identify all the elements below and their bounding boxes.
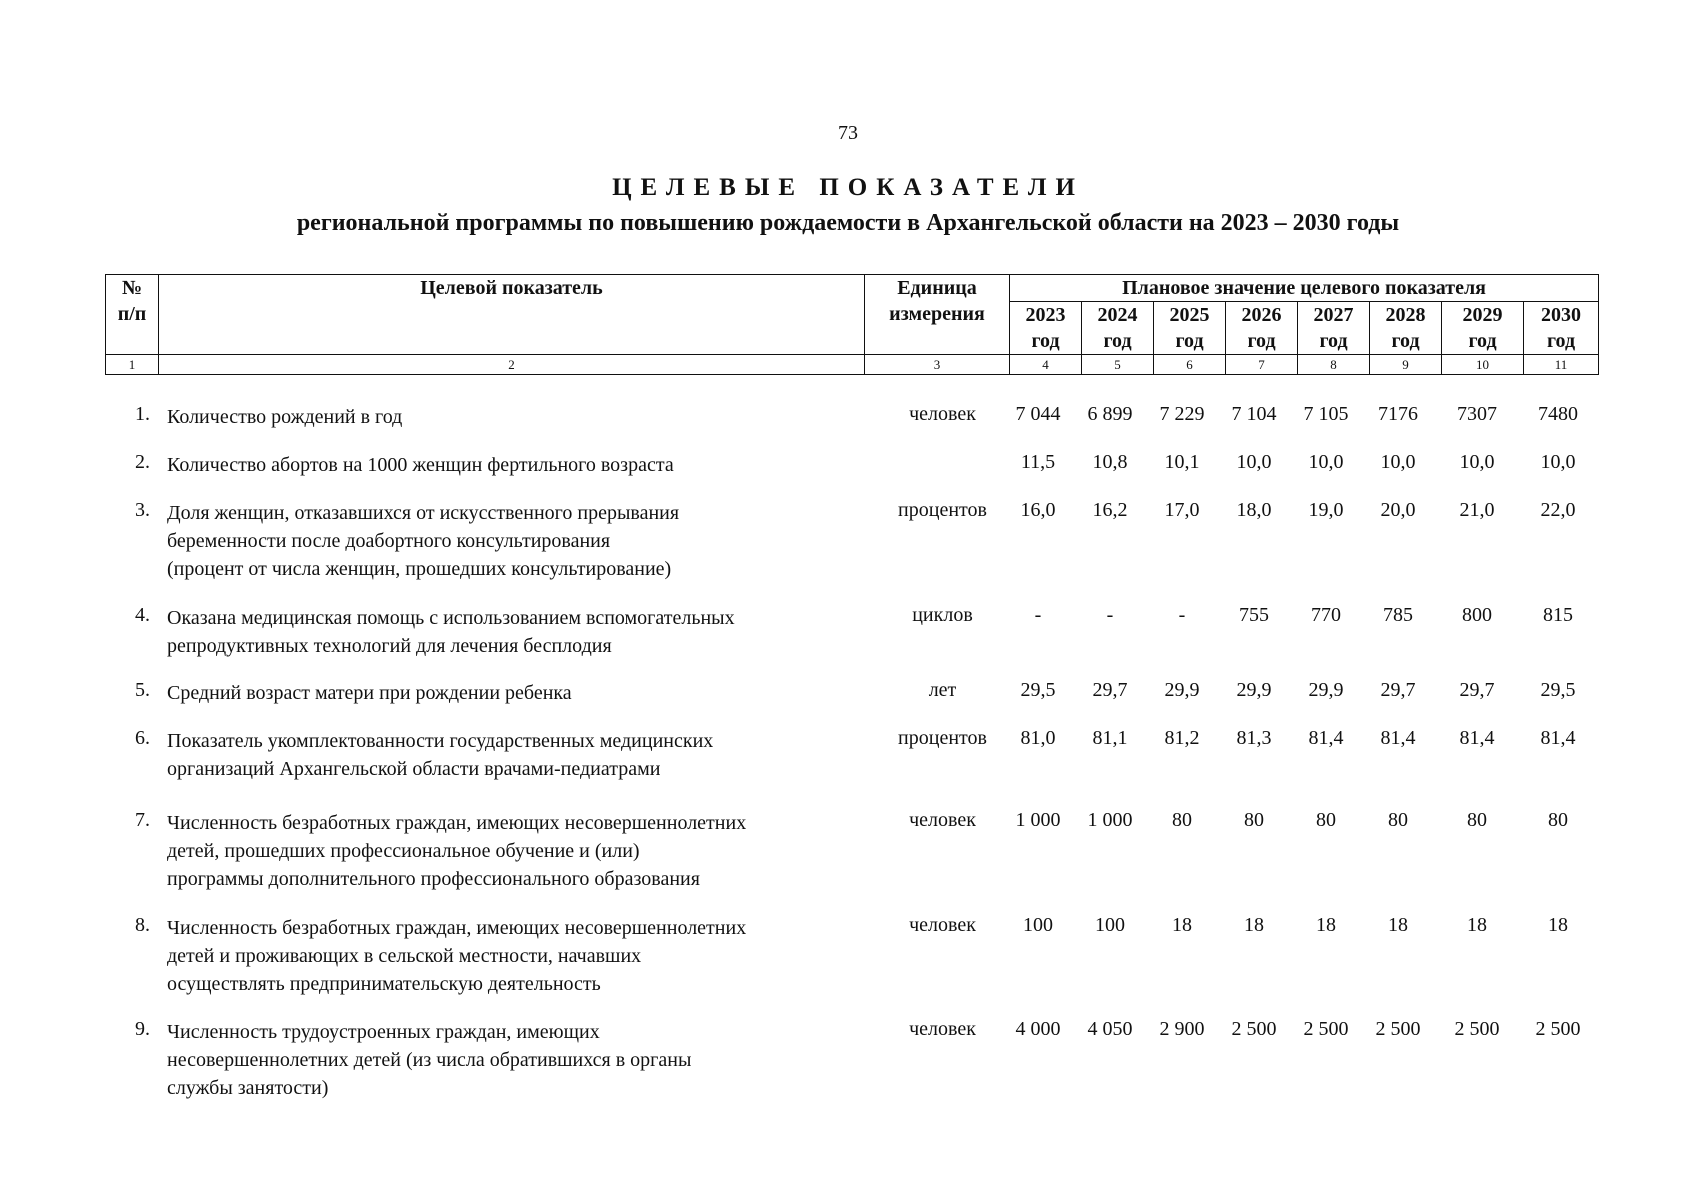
header-year-value: 2029 (1462, 304, 1503, 326)
column-number: 5 (1082, 355, 1154, 375)
target-value: 29,7 (1380, 679, 1416, 701)
header-year-value: 2027 (1313, 304, 1354, 326)
indicator-name (167, 809, 857, 893)
header-year-word: год (1546, 330, 1576, 352)
header-year (1226, 302, 1298, 355)
target-value: 755 (1239, 604, 1269, 626)
header-year-value: 2030 (1541, 304, 1582, 326)
target-value: 80 (1388, 809, 1408, 831)
target-value: 29,7 (1092, 679, 1128, 701)
column-number: 6 (1154, 355, 1226, 375)
row-number: 5. (135, 679, 150, 701)
target-value: 80 (1548, 809, 1568, 831)
target-value: 16,2 (1092, 499, 1128, 521)
target-value: 10,0 (1380, 451, 1416, 473)
target-value: 6 899 (1087, 403, 1133, 425)
header-unit (865, 275, 1010, 355)
indicator-name-line: Средний возраст матери при рождении ребенка (167, 682, 572, 704)
indicator-name-line: службы занятости) (167, 1077, 329, 1099)
header-no (106, 275, 159, 355)
target-value: 80 (1316, 809, 1336, 831)
target-value: 29,9 (1164, 679, 1200, 701)
indicator-name-line: несовершеннолетних детей (из числа обратившихся в органы (167, 1049, 692, 1071)
indicator-name-line: Доля женщин, отказавшихся от искусственного прерывания (167, 502, 680, 524)
target-value: 18 (1244, 914, 1264, 936)
target-value: 10,8 (1092, 451, 1128, 473)
target-value: 80 (1467, 809, 1487, 831)
column-number: 4 (1010, 355, 1082, 375)
target-value: 81,1 (1092, 727, 1128, 749)
table-header (105, 274, 1599, 375)
header-year-value: 2023 (1025, 304, 1066, 326)
target-value: 29,7 (1459, 679, 1495, 701)
target-value: 770 (1311, 604, 1341, 626)
target-value: 17,0 (1164, 499, 1200, 521)
indicator-name (167, 604, 857, 660)
target-value: 81,0 (1020, 727, 1056, 749)
target-value: 7307 (1457, 403, 1497, 425)
header-year (1082, 302, 1154, 355)
header-year-word: год (1031, 330, 1060, 352)
target-value: 81,4 (1380, 727, 1416, 749)
indicator-name-line: Численность трудоустроенных граждан, имеющих (167, 1021, 600, 1043)
unit-of-measure: человек (909, 403, 976, 425)
header-year-word: год (1468, 330, 1497, 352)
page-number: 73 (838, 122, 858, 144)
indicator-name-line: Численность безработных граждан, имеющих несовершеннолетних (167, 812, 747, 834)
target-value: 20,0 (1380, 499, 1416, 521)
header-year (1154, 302, 1226, 355)
target-value: 81,3 (1236, 727, 1272, 749)
indicator-name-line: беременности после доабортного консультирования (167, 530, 611, 552)
target-value: 16,0 (1020, 499, 1056, 521)
indicator-name-line: Численность безработных граждан, имеющих несовершеннолетних (167, 917, 747, 939)
indicator-name-line: программы дополнительного профессионального образования (167, 868, 700, 890)
target-value: 7 104 (1231, 403, 1277, 425)
header-year (1370, 302, 1442, 355)
indicator-name (167, 727, 857, 783)
column-number: 10 (1442, 355, 1524, 375)
target-value: 81,2 (1164, 727, 1200, 749)
target-value: 2 500 (1454, 1018, 1500, 1040)
indicator-name-line: репродуктивных технологий для лечения бесплодия (167, 635, 612, 657)
indicator-name (167, 679, 857, 707)
target-value: 2 900 (1159, 1018, 1205, 1040)
indicator-name (167, 403, 857, 431)
header-no-line2: п/п (117, 303, 147, 325)
row-number: 7. (135, 809, 150, 831)
target-value: 7176 (1378, 403, 1418, 425)
target-value: 7 105 (1303, 403, 1349, 425)
unit-of-measure: лет (928, 679, 957, 701)
header-unit-line2: измерения (889, 303, 985, 325)
row-number: 2. (135, 451, 150, 473)
unit-of-measure: процентов (898, 727, 987, 749)
target-value: 1 000 (1015, 809, 1061, 831)
unit-of-measure: человек (909, 1018, 976, 1040)
header-year-word: год (1391, 330, 1420, 352)
indicator-name-line: детей и проживающих в сельской местности, начавших (167, 945, 642, 967)
target-value: 4 000 (1015, 1018, 1061, 1040)
target-value: 18 (1548, 914, 1568, 936)
target-value: 1 000 (1087, 809, 1133, 831)
indicator-name-line: Показатель укомплектованности государственных медицинских (167, 730, 714, 752)
header-year-value: 2028 (1385, 304, 1426, 326)
indicator-name (167, 1018, 857, 1102)
target-value: 18 (1172, 914, 1192, 936)
header-year (1524, 302, 1599, 355)
target-value: 21,0 (1459, 499, 1495, 521)
indicator-name (167, 451, 857, 479)
header-year-word: год (1175, 330, 1204, 352)
target-value: 10,1 (1164, 451, 1200, 473)
target-value: 80 (1172, 809, 1192, 831)
target-value: 2 500 (1535, 1018, 1581, 1040)
header-year (1298, 302, 1370, 355)
indicator-name-line: (процент от числа женщин, прошедших консультирование) (167, 558, 672, 580)
header-year-value: 2025 (1169, 304, 1210, 326)
document-title: ЦЕЛЕВЫЕ ПОКАЗАТЕЛИ (612, 174, 1084, 201)
indicator-name-line: Количество рождений в год (167, 406, 403, 428)
target-value: 7 044 (1015, 403, 1061, 425)
row-number: 1. (135, 403, 150, 425)
header-unit-line1: Единица (897, 277, 977, 299)
row-number: 8. (135, 914, 150, 936)
target-value: 800 (1462, 604, 1492, 626)
target-value: 11,5 (1020, 451, 1056, 473)
target-value: 7 229 (1159, 403, 1205, 425)
target-value: 2 500 (1303, 1018, 1349, 1040)
target-value: 10,0 (1459, 451, 1495, 473)
header-year-value: 2024 (1097, 304, 1138, 326)
indicator-name (167, 499, 857, 583)
target-value: 4 050 (1087, 1018, 1133, 1040)
target-value: 18,0 (1236, 499, 1272, 521)
target-value: 22,0 (1540, 499, 1576, 521)
target-value: 18 (1316, 914, 1336, 936)
target-value: 80 (1244, 809, 1264, 831)
target-value: 18 (1467, 914, 1487, 936)
target-value: 10,0 (1540, 451, 1576, 473)
column-number: 1 (106, 355, 159, 375)
target-value: 18 (1388, 914, 1408, 936)
column-number: 9 (1370, 355, 1442, 375)
header-indicator: Целевой показатель (159, 275, 865, 355)
target-value: 29,5 (1540, 679, 1576, 701)
target-value: 815 (1543, 604, 1573, 626)
unit-of-measure: циклов (912, 604, 973, 626)
header-year-word: год (1247, 330, 1276, 352)
header-year (1442, 302, 1524, 355)
target-value: - (1106, 604, 1114, 626)
unit-of-measure: человек (909, 914, 976, 936)
target-value: 7480 (1538, 403, 1578, 425)
target-value: 100 (1023, 914, 1053, 936)
indicator-name-line: Количество абортов на 1000 женщин фертильного возраста (167, 454, 674, 476)
unit-of-measure: процентов (898, 499, 987, 521)
header-plan: Плановое значение целевого показателя (1010, 275, 1599, 302)
row-number: 6. (135, 727, 150, 749)
target-value: 10,0 (1308, 451, 1344, 473)
indicator-name-line: осуществлять предпринимательскую деятельность (167, 973, 601, 995)
target-value: 81,4 (1540, 727, 1576, 749)
target-value: 29,9 (1308, 679, 1344, 701)
column-number: 8 (1298, 355, 1370, 375)
target-value: 2 500 (1375, 1018, 1421, 1040)
row-number: 9. (135, 1018, 150, 1040)
column-number: 11 (1524, 355, 1599, 375)
row-number: 3. (135, 499, 150, 521)
target-value: 29,9 (1236, 679, 1272, 701)
target-value: 19,0 (1308, 499, 1344, 521)
target-value: 100 (1095, 914, 1125, 936)
indicator-name (167, 914, 857, 998)
header-year-value: 2026 (1241, 304, 1282, 326)
column-number: 2 (159, 355, 865, 375)
document-subtitle: региональной программы по повышению рождаемости в Архангельской области на 2023 – 2030 годы (296, 210, 1400, 236)
target-value: - (1178, 604, 1186, 626)
target-value: 81,4 (1308, 727, 1344, 749)
header-year-word: год (1103, 330, 1132, 352)
header-year-word: год (1319, 330, 1348, 352)
header-no-line1: № (121, 277, 143, 299)
unit-of-measure: человек (909, 809, 976, 831)
column-number: 3 (865, 355, 1010, 375)
target-value: - (1034, 604, 1042, 626)
column-number: 7 (1226, 355, 1298, 375)
target-value: 81,4 (1459, 727, 1495, 749)
header-year (1010, 302, 1082, 355)
target-value: 785 (1383, 604, 1413, 626)
target-value: 2 500 (1231, 1018, 1277, 1040)
indicator-name-line: Оказана медицинская помощь с использованием вспомогательных (167, 607, 735, 629)
indicator-name-line: организаций Архангельской области врачами-педиатрами (167, 758, 661, 780)
target-value: 29,5 (1020, 679, 1056, 701)
row-number: 4. (135, 604, 150, 626)
target-value: 10,0 (1236, 451, 1272, 473)
indicator-name-line: детей, прошедших профессиональное обучение и (или) (167, 840, 640, 862)
